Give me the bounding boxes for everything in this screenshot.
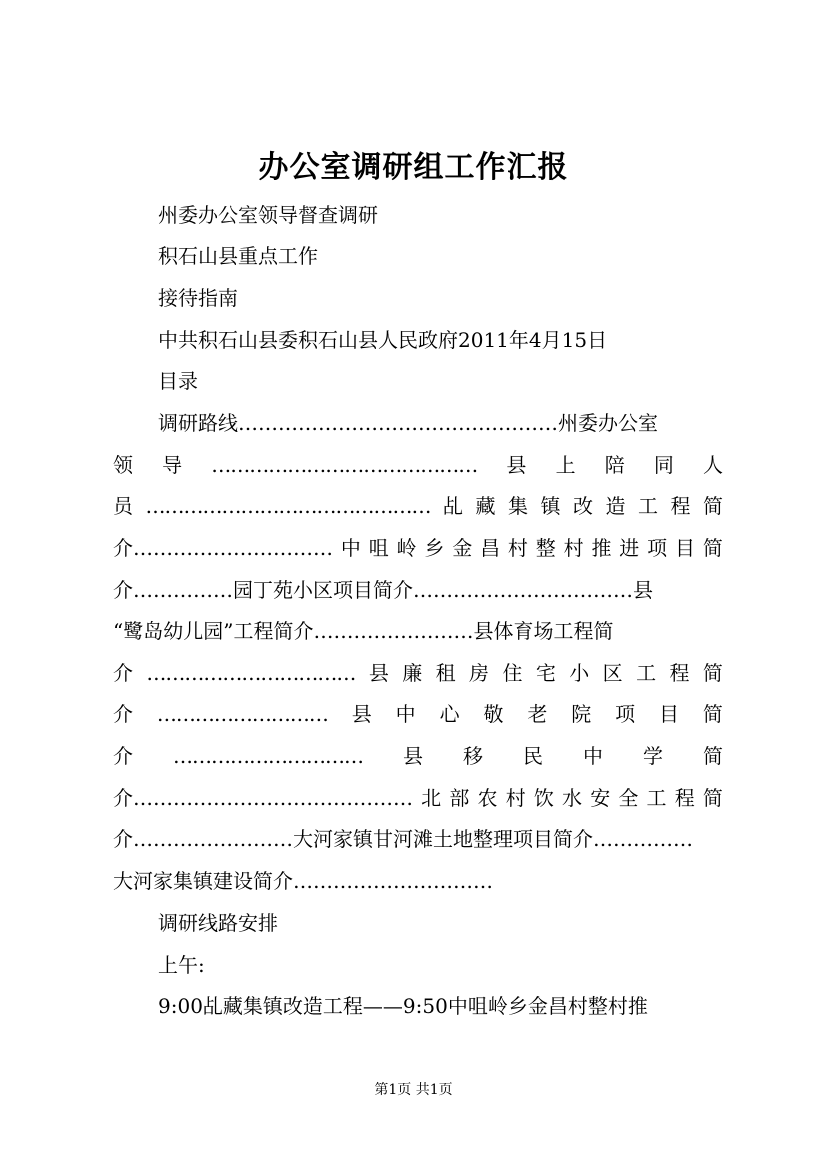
toc-segment: 调研路线…………………………………………州委办公室	[158, 411, 658, 435]
toc-segment: 民	[523, 744, 543, 768]
toc-segment: ………………………………………	[145, 494, 431, 518]
intro-line: 中共积石山县委积石山县人民政府2011年4月15日	[158, 328, 608, 352]
toc-segment: 移	[463, 744, 483, 768]
toc-segment: 县	[403, 744, 423, 768]
schedule-line: 9:00乩藏集镇改造工程——9:50中咀岭乡金昌村整村推	[158, 994, 648, 1018]
section-heading: 调研线路安排	[158, 911, 278, 935]
toc-segment: ……………………………………	[211, 453, 478, 477]
toc-segment: 整	[535, 536, 556, 560]
intro-line: 积石山县重点工作	[158, 244, 318, 268]
toc-segment: 程	[669, 661, 690, 685]
toc-line	[113, 742, 723, 770]
toc-segment: 心	[439, 702, 460, 726]
toc-segment: 中	[340, 536, 361, 560]
toc-line	[113, 700, 723, 728]
toc-segment: 县	[368, 661, 389, 685]
toc-segment: 项	[615, 702, 636, 726]
toc-segment: 目	[659, 702, 680, 726]
toc-segment: 介	[113, 744, 133, 768]
toc-segment: 程	[670, 494, 691, 518]
toc-segment: 人	[702, 453, 723, 477]
toc-segment: 宅	[535, 661, 556, 685]
toc-segment: 乩	[443, 494, 463, 518]
toc-line	[158, 409, 723, 437]
toc-segment: 中	[395, 702, 416, 726]
toc-segment: 房	[469, 661, 490, 685]
toc-segment: 工	[638, 494, 658, 518]
toc-segment: “鹭岛幼儿园”工程简介……………………县体育场工程简	[113, 619, 614, 643]
toc-line	[113, 784, 723, 812]
toc-segment: 昌	[480, 536, 501, 560]
toc-segment: ……………………………	[146, 661, 356, 685]
toc-segment: 县	[351, 702, 372, 726]
toc-segment: 介	[113, 661, 133, 685]
toc-segment: 简	[703, 494, 723, 518]
toc-segment: 廉	[402, 661, 423, 685]
toc-segment: 部	[449, 786, 470, 810]
toc-segment: 简	[703, 744, 723, 768]
morning-label: 上午:	[158, 953, 205, 977]
toc-segment: 藏	[475, 494, 496, 518]
toc-segment: 工	[646, 786, 667, 810]
toc-segment: 老	[527, 702, 548, 726]
toc-segment: 同	[653, 453, 674, 477]
toc-segment: 简	[702, 702, 723, 726]
toc-segment: 程	[674, 786, 695, 810]
toc-segment: 村	[505, 786, 526, 810]
toc-segment: 员	[113, 494, 133, 518]
toc-segment: 金	[452, 536, 473, 560]
toc-segment: …………………………	[173, 744, 363, 768]
toc-segment: 农	[477, 786, 498, 810]
toc-segment: 敬	[483, 702, 504, 726]
toc-segment: 介……………园丁苑小区项目简介……………………………县	[113, 578, 653, 602]
toc-segment: 进	[619, 536, 640, 560]
toc-segment: 目	[674, 536, 695, 560]
toc-heading: 目录	[158, 369, 198, 393]
toc-segment: 集	[508, 494, 528, 518]
toc-segment: 饮	[533, 786, 554, 810]
toc-segment: 造	[605, 494, 626, 518]
toc-segment: 小	[569, 661, 590, 685]
toc-segment: 简	[702, 536, 723, 560]
intro-line: 州委办公室领导督查调研	[158, 203, 378, 227]
toc-line	[113, 576, 723, 604]
toc-segment: 介……………………大河家镇甘河滩土地整理项目简介……………	[113, 827, 693, 851]
toc-segment: ………………………	[156, 702, 328, 726]
toc-segment: 上	[555, 453, 576, 477]
toc-segment: 陪	[604, 453, 625, 477]
toc-segment: 项	[647, 536, 668, 560]
toc-segment: 咀	[368, 536, 389, 560]
toc-line	[113, 659, 723, 687]
toc-segment: 介……………………………………	[113, 786, 413, 810]
toc-segment: 院	[571, 702, 592, 726]
toc-segment: 介…………………………	[113, 536, 333, 560]
toc-segment: 县	[506, 453, 527, 477]
toc-segment: 区	[602, 661, 623, 685]
page-footer: 第1页 共1页	[374, 1082, 453, 1098]
toc-segment: 乡	[424, 536, 445, 560]
toc-segment: 介	[113, 702, 133, 726]
toc-line	[113, 451, 723, 479]
toc-segment: 村	[563, 536, 584, 560]
toc-segment: 水	[562, 786, 583, 810]
toc-segment: 镇	[540, 494, 561, 518]
toc-segment: 推	[591, 536, 612, 560]
toc-segment: 全	[618, 786, 639, 810]
toc-line	[113, 617, 723, 645]
intro-line: 接待指南	[158, 286, 238, 310]
toc-line	[113, 492, 723, 520]
toc-line	[113, 825, 723, 853]
toc-segment: 导	[162, 453, 183, 477]
toc-segment: 工	[636, 661, 657, 685]
toc-line	[113, 867, 493, 895]
toc-segment: 简	[702, 786, 723, 810]
toc-segment: 领	[113, 453, 133, 477]
toc-segment: 中	[583, 744, 603, 768]
document-title: 办公室调研组工作汇报	[258, 150, 569, 185]
toc-segment: 岭	[396, 536, 417, 560]
toc-line	[113, 534, 723, 562]
toc-segment: 改	[573, 494, 593, 518]
toc-segment: 租	[435, 661, 456, 685]
toc-segment: 学	[643, 744, 663, 768]
toc-segment: 住	[502, 661, 523, 685]
toc-segment: 大河家集镇建设简介…………………………	[113, 869, 493, 893]
toc-segment: 村	[507, 536, 528, 560]
toc-segment: 北	[421, 786, 442, 810]
toc-segment: 安	[590, 786, 611, 810]
toc-segment: 简	[702, 661, 723, 685]
